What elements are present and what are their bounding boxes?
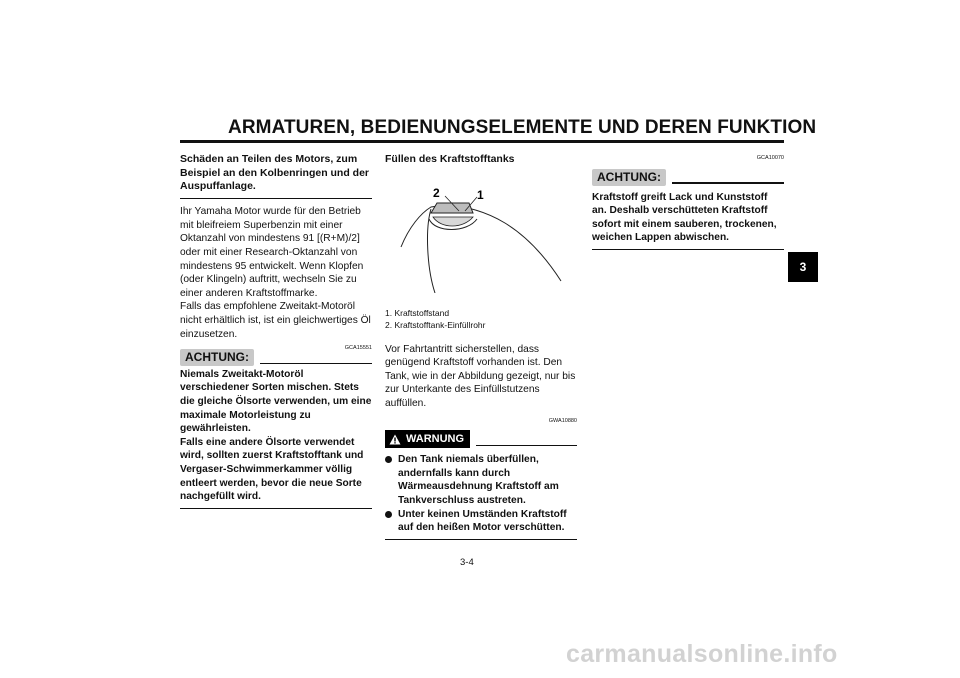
- warning-list: [385, 453, 577, 535]
- list-item: Den Tank niemals überfüllen, andernfalls kann durch Wärmeausdehnung Kraftstoff am Tankverschluss austreten.: [385, 453, 577, 507]
- page-number: 3-4: [460, 557, 474, 568]
- bullet-icon: [385, 456, 392, 463]
- warning-label: WARNUNG: [385, 430, 470, 448]
- body-paragraph: Falls das empfohlene Zweitakt-Motoröl nicht erhältlich ist, ist ein gleichwertiges Öl einzusetzen.: [180, 301, 371, 340]
- column-1: [180, 153, 372, 509]
- page-title: ARMATUREN, BEDIENUNGSELEMENTE UND DEREN FUNKTION: [228, 117, 817, 138]
- achtung-text: Falls eine andere Ölsorte verwendet wird, sollten zuerst Kraftstofftank und Vergaser-Schwimmerkammer völlig entleert werden, bevor die neue Sorte nachgefüllt wird.: [180, 436, 364, 503]
- intro-bold-text: Schäden an Teilen des Motors, zum Beispiel an den Kolbenringen und der Auspuffanlage.: [180, 153, 370, 193]
- fuel-tank-illustration: [385, 169, 577, 293]
- warning-triangle-icon: [389, 434, 401, 445]
- achtung-label: ACHTUNG:: [592, 169, 666, 186]
- divider: [385, 539, 577, 541]
- achtung-code: GCA10070: [756, 155, 784, 161]
- divider: [180, 508, 372, 510]
- legend-item: 2. Kraftstofftank-Einfüllrohr: [385, 319, 486, 330]
- chapter-tab: 3: [788, 252, 818, 282]
- column-3: [592, 151, 784, 250]
- achtung-header: [592, 168, 784, 186]
- achtung-label: ACHTUNG:: [180, 349, 254, 366]
- warning-code: GWA10880: [548, 417, 577, 424]
- achtung-text: Niemals Zweitakt-Motoröl verschiedener Sorten mischen. Stets die gleiche Ölsorte verwenden, um eine maximale Motorleistung zu gewährleisten.: [180, 368, 372, 435]
- divider: [180, 198, 372, 200]
- legend-item: 1. Kraftstoffstand: [385, 307, 450, 318]
- title-rule: [180, 140, 784, 143]
- column-2: [385, 153, 577, 540]
- warning-header: [385, 430, 577, 448]
- achtung-code: GCA15551: [344, 345, 372, 352]
- achtung-text: Kraftstoff greift Lack und Kunststoff an. Deshalb verschütteten Kraftstoff sofort mit einem sauberen, trockenen, weichen Lappen abwischen.: [592, 191, 777, 244]
- body-paragraph: Vor Fahrtantritt sicherstellen, dass genügend Kraftstoff vorhanden ist. Den Tank, wie in der Abbildung gezeigt, nur bis zur Unterkante des Einfüllstutzens auffüllen.: [385, 343, 576, 409]
- divider: [592, 249, 784, 251]
- watermark: carmanualsonline.info: [566, 640, 838, 668]
- bullet-icon: [385, 511, 392, 518]
- body-paragraph: Ihr Yamaha Motor wurde für den Betrieb mit bleifreiem Superbenzin mit einer Oktanzahl von mindestens 91 [(R+M)/2] oder mit einer Research-Oktanzahl von mindestens 95 entwickelt. Wenn Klopfen (oder Klingeln) auftritt, wechseln Sie zu einer anderen Kraftstoffmarke.: [180, 206, 364, 299]
- callout-2: 2: [433, 185, 440, 200]
- list-item: Unter keinen Umständen Kraftstoff auf den heißen Motor verschütten.: [385, 508, 577, 535]
- figure-legend: [385, 307, 577, 331]
- callout-1: 1: [477, 187, 484, 202]
- section-heading: Füllen des Kraftstofftanks: [385, 153, 515, 165]
